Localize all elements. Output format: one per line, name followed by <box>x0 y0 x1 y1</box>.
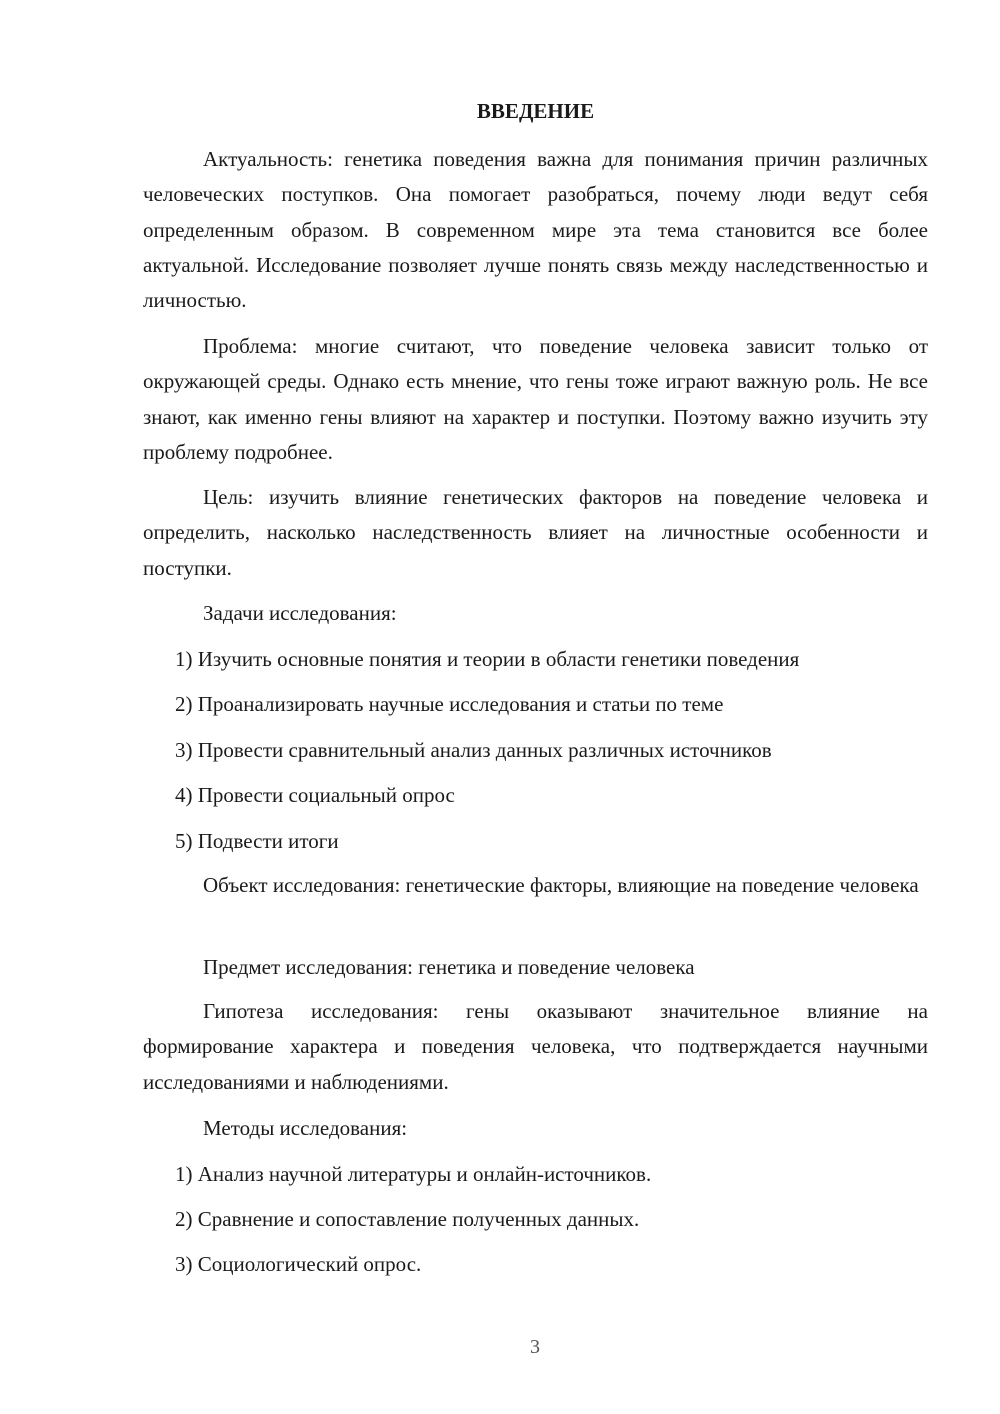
method-item-1: 1) Анализ научной литературы и онлайн-источников. <box>175 1162 652 1186</box>
page-number: 3 <box>530 1336 540 1358</box>
problem-paragraph: Проблема: многие считают, что поведение человека зависит только от окружающей среды. Однако есть мнение, что гены тоже играют важную роль. Не все знают, как именно гены влияют на характер и поступки. Поэтому важно изучить эту проблему подробнее. <box>143 334 928 464</box>
page-title: ВВЕДЕНИЕ <box>476 99 595 123</box>
method-item-3: 3) Социологический опрос. <box>175 1252 422 1276</box>
task-item-3: 3) Провести сравнительный анализ данных различных источников <box>175 738 772 762</box>
hypothesis-paragraph: Гипотеза исследования: гены оказывают значительное влияние на формирование характера и поведения человека, что подтверждается научными исследованиями и наблюдениями. <box>143 999 928 1094</box>
goal-paragraph: Цель: изучить влияние генетических факторов на поведение человека и определить, насколько наследственность влияет на личностные особенности и поступки. <box>143 485 928 580</box>
task-item-1: 1) Изучить основные понятия и теории в области генетики поведения <box>175 647 800 671</box>
task-item-5: 5) Подвести итоги <box>175 829 339 853</box>
method-item-2: 2) Сравнение и сопоставление полученных данных. <box>175 1207 640 1231</box>
task-item-4: 4) Провести социальный опрос <box>175 783 455 807</box>
subject-line: Предмет исследования: генетика и поведение человека <box>203 955 695 979</box>
tasks-heading: Задачи исследования: <box>203 601 397 625</box>
task-item-2: 2) Проанализировать научные исследования и статьи по теме <box>175 692 724 716</box>
relevance-paragraph: Актуальность: генетика поведения важна для понимания причин различных человеческих поступков. Она помогает разобраться, почему люди ведут себя определенным образом. В современном мире эта тема становится все более актуальной. Исследование позволяет лучше понять связь между наследственностью и личностью. <box>143 147 928 313</box>
object-paragraph: Объект исследования: генетические факторы, влияющие на поведение человека <box>203 873 919 897</box>
methods-heading: Методы исследования: <box>203 1116 408 1140</box>
